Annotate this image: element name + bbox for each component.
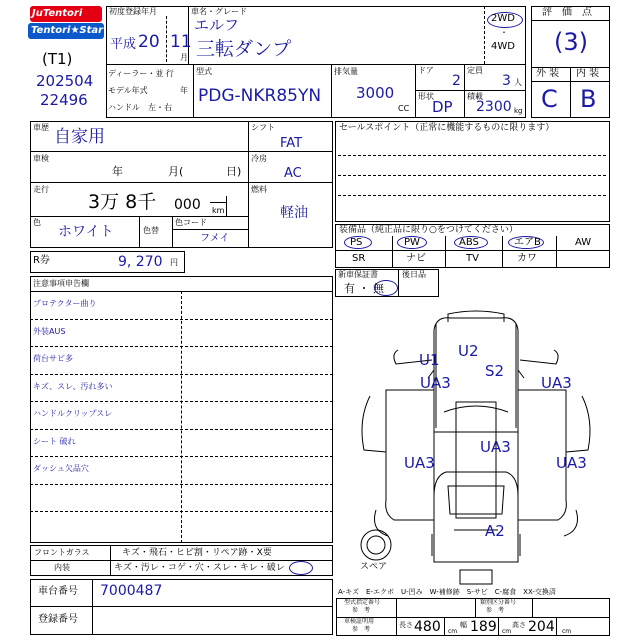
record-book-label: 後日品: [402, 270, 426, 279]
inspection-label: 車検: [33, 154, 49, 163]
equip-sr: SR: [352, 253, 366, 264]
equip-ps: PS: [350, 237, 363, 248]
exterior-label: 外 装: [536, 68, 560, 79]
load: 2300: [476, 99, 512, 115]
capacity-label: 定員: [467, 66, 483, 75]
height: 204: [528, 619, 555, 635]
history-label: 車歴: [33, 123, 49, 132]
car-name: エルフ: [194, 16, 240, 34]
spare-label: スペア: [360, 562, 388, 572]
history: 自家用: [54, 127, 105, 147]
equip-aw: AW: [575, 237, 592, 248]
note-item: プロテクター曲り: [33, 299, 97, 308]
height-label: 高さ: [512, 621, 526, 629]
capacity: 3: [502, 73, 511, 89]
dealer-label: ディーラー・並 行: [108, 69, 174, 78]
damage-ua3-left: UA3: [404, 454, 435, 472]
first-reg-month: 11: [170, 32, 192, 52]
lot-date: 202504: [36, 72, 94, 90]
shift-label: シフト: [251, 123, 275, 132]
chassis-number: 7000487: [100, 583, 163, 599]
first-reg-label: 初度登録年月: [109, 7, 157, 16]
drive-2wd: 2WD: [491, 13, 515, 24]
mileage-label: 走行: [33, 185, 49, 194]
reg-label: 登録番号: [38, 614, 78, 625]
damage-u1: U1: [419, 351, 440, 369]
displacement: 3000: [356, 84, 395, 102]
warranty-label: 新車保証書: [338, 270, 378, 279]
fuel-label: 燃料: [251, 185, 267, 194]
note-item: キズ、スレ、汚れ多い: [33, 381, 113, 391]
note-item: 荷台サビ多: [33, 354, 73, 363]
ac: AC: [284, 166, 302, 181]
damage-ua3-cab-left: UA3: [420, 374, 451, 392]
damage-legend: A-キズ E-エクボ U-凹み W-補修跡 S-サビ C-腐食 XX-交換済: [338, 588, 556, 596]
drive-4wd: 4WD: [491, 41, 515, 52]
shift: FAT: [280, 136, 303, 151]
doors-label: ドア: [418, 66, 434, 75]
first-reg-era: 平成: [110, 37, 137, 52]
car-name-label: 車名・グレード: [191, 7, 247, 16]
equip-navi: ナビ: [406, 253, 426, 264]
auction-logo: JuTentori Tentori★Star: [28, 6, 104, 42]
note-item: ダッシュ欠品穴: [33, 464, 89, 473]
bottom-interior-label: 内装: [54, 563, 70, 572]
color-code: フメイ: [200, 233, 230, 244]
score: (3): [554, 28, 588, 56]
type-cert-label: 型式指定番号: [344, 599, 381, 606]
equip-abs: ABS: [459, 237, 479, 248]
cert-label: 車検証明用: [344, 618, 375, 625]
damage-a2: A2: [485, 522, 505, 540]
first-reg-year: 20: [138, 32, 160, 52]
lot-number: 22496: [40, 91, 88, 109]
note-item: ハンドルクリップスレ: [33, 409, 113, 418]
color-change-label: 色替: [143, 226, 159, 235]
width-label: 幅: [460, 621, 467, 629]
car-grade: 三転ダンプ: [196, 38, 292, 60]
note-item: シート 破れ: [33, 436, 76, 446]
interior-label: 内 装: [576, 68, 600, 79]
class-label: 類別区分番号: [480, 599, 517, 606]
front-glass: キズ・飛石・ヒビ割・リペア跡・X要: [122, 548, 272, 558]
color-code-label: 色コード: [175, 218, 207, 227]
interior-grade: B: [580, 85, 597, 113]
mileage: 3万 8千: [88, 191, 157, 213]
shape-label: 形状: [418, 92, 434, 101]
damage-s2: S2: [485, 362, 505, 380]
damage-ua3-cab-right: UA3: [541, 374, 572, 392]
doors: 2: [452, 73, 461, 89]
recycle: 9, 270: [118, 254, 163, 270]
bottom-interior: キズ・汚レ・コゲ・穴・スレ・キレ・破レ: [114, 563, 285, 573]
score-label: 評 価 点: [542, 7, 592, 18]
sales-point-frame: [335, 121, 610, 222]
mileage-tail: 000: [174, 197, 201, 213]
chassis-label: 車台番号: [38, 586, 78, 597]
damage-ua3-right: UA3: [556, 454, 587, 472]
damage-ua3-bed: UA3: [480, 438, 511, 456]
equipment-label: 装備品（純正品に限り○をつけてください）: [339, 225, 518, 235]
equip-airbag: エアB: [514, 237, 541, 248]
model-code: PDG-NKR85YN: [198, 86, 322, 106]
warranty-value: 有 ・ 無: [344, 282, 384, 295]
equip-pw: PW: [404, 237, 420, 248]
length: 480: [414, 619, 441, 635]
model-year-label: モデル年式: [108, 86, 148, 95]
handle-label: ハンドル 左・右: [108, 103, 172, 112]
width: 189: [470, 619, 497, 635]
displacement-label: 排気量: [334, 67, 358, 76]
type-label: 型式: [196, 67, 212, 76]
length-label: 長さ: [399, 621, 413, 629]
equip-leather: カワ: [517, 253, 537, 264]
color: ホワイト: [58, 224, 114, 240]
note-item: 外装AUS: [33, 326, 66, 336]
damage-u2: U2: [458, 342, 479, 360]
recycle-label: R券: [33, 255, 50, 266]
exterior-grade: C: [541, 85, 558, 113]
lot-tag: (T1): [42, 50, 73, 68]
ac-label: 冷房: [251, 154, 267, 163]
sales-point-label: セールスポイント（正常に機能するものに限ります）: [339, 123, 555, 133]
load-label: 積載: [467, 92, 483, 101]
color-label: 色: [33, 218, 41, 227]
front-glass-label: フロントガラス: [34, 548, 90, 557]
shape: DP: [432, 98, 453, 116]
notes-label: 注意事項申告欄: [33, 279, 89, 288]
fuel: 軽油: [280, 205, 308, 221]
equip-tv: TV: [466, 253, 479, 264]
